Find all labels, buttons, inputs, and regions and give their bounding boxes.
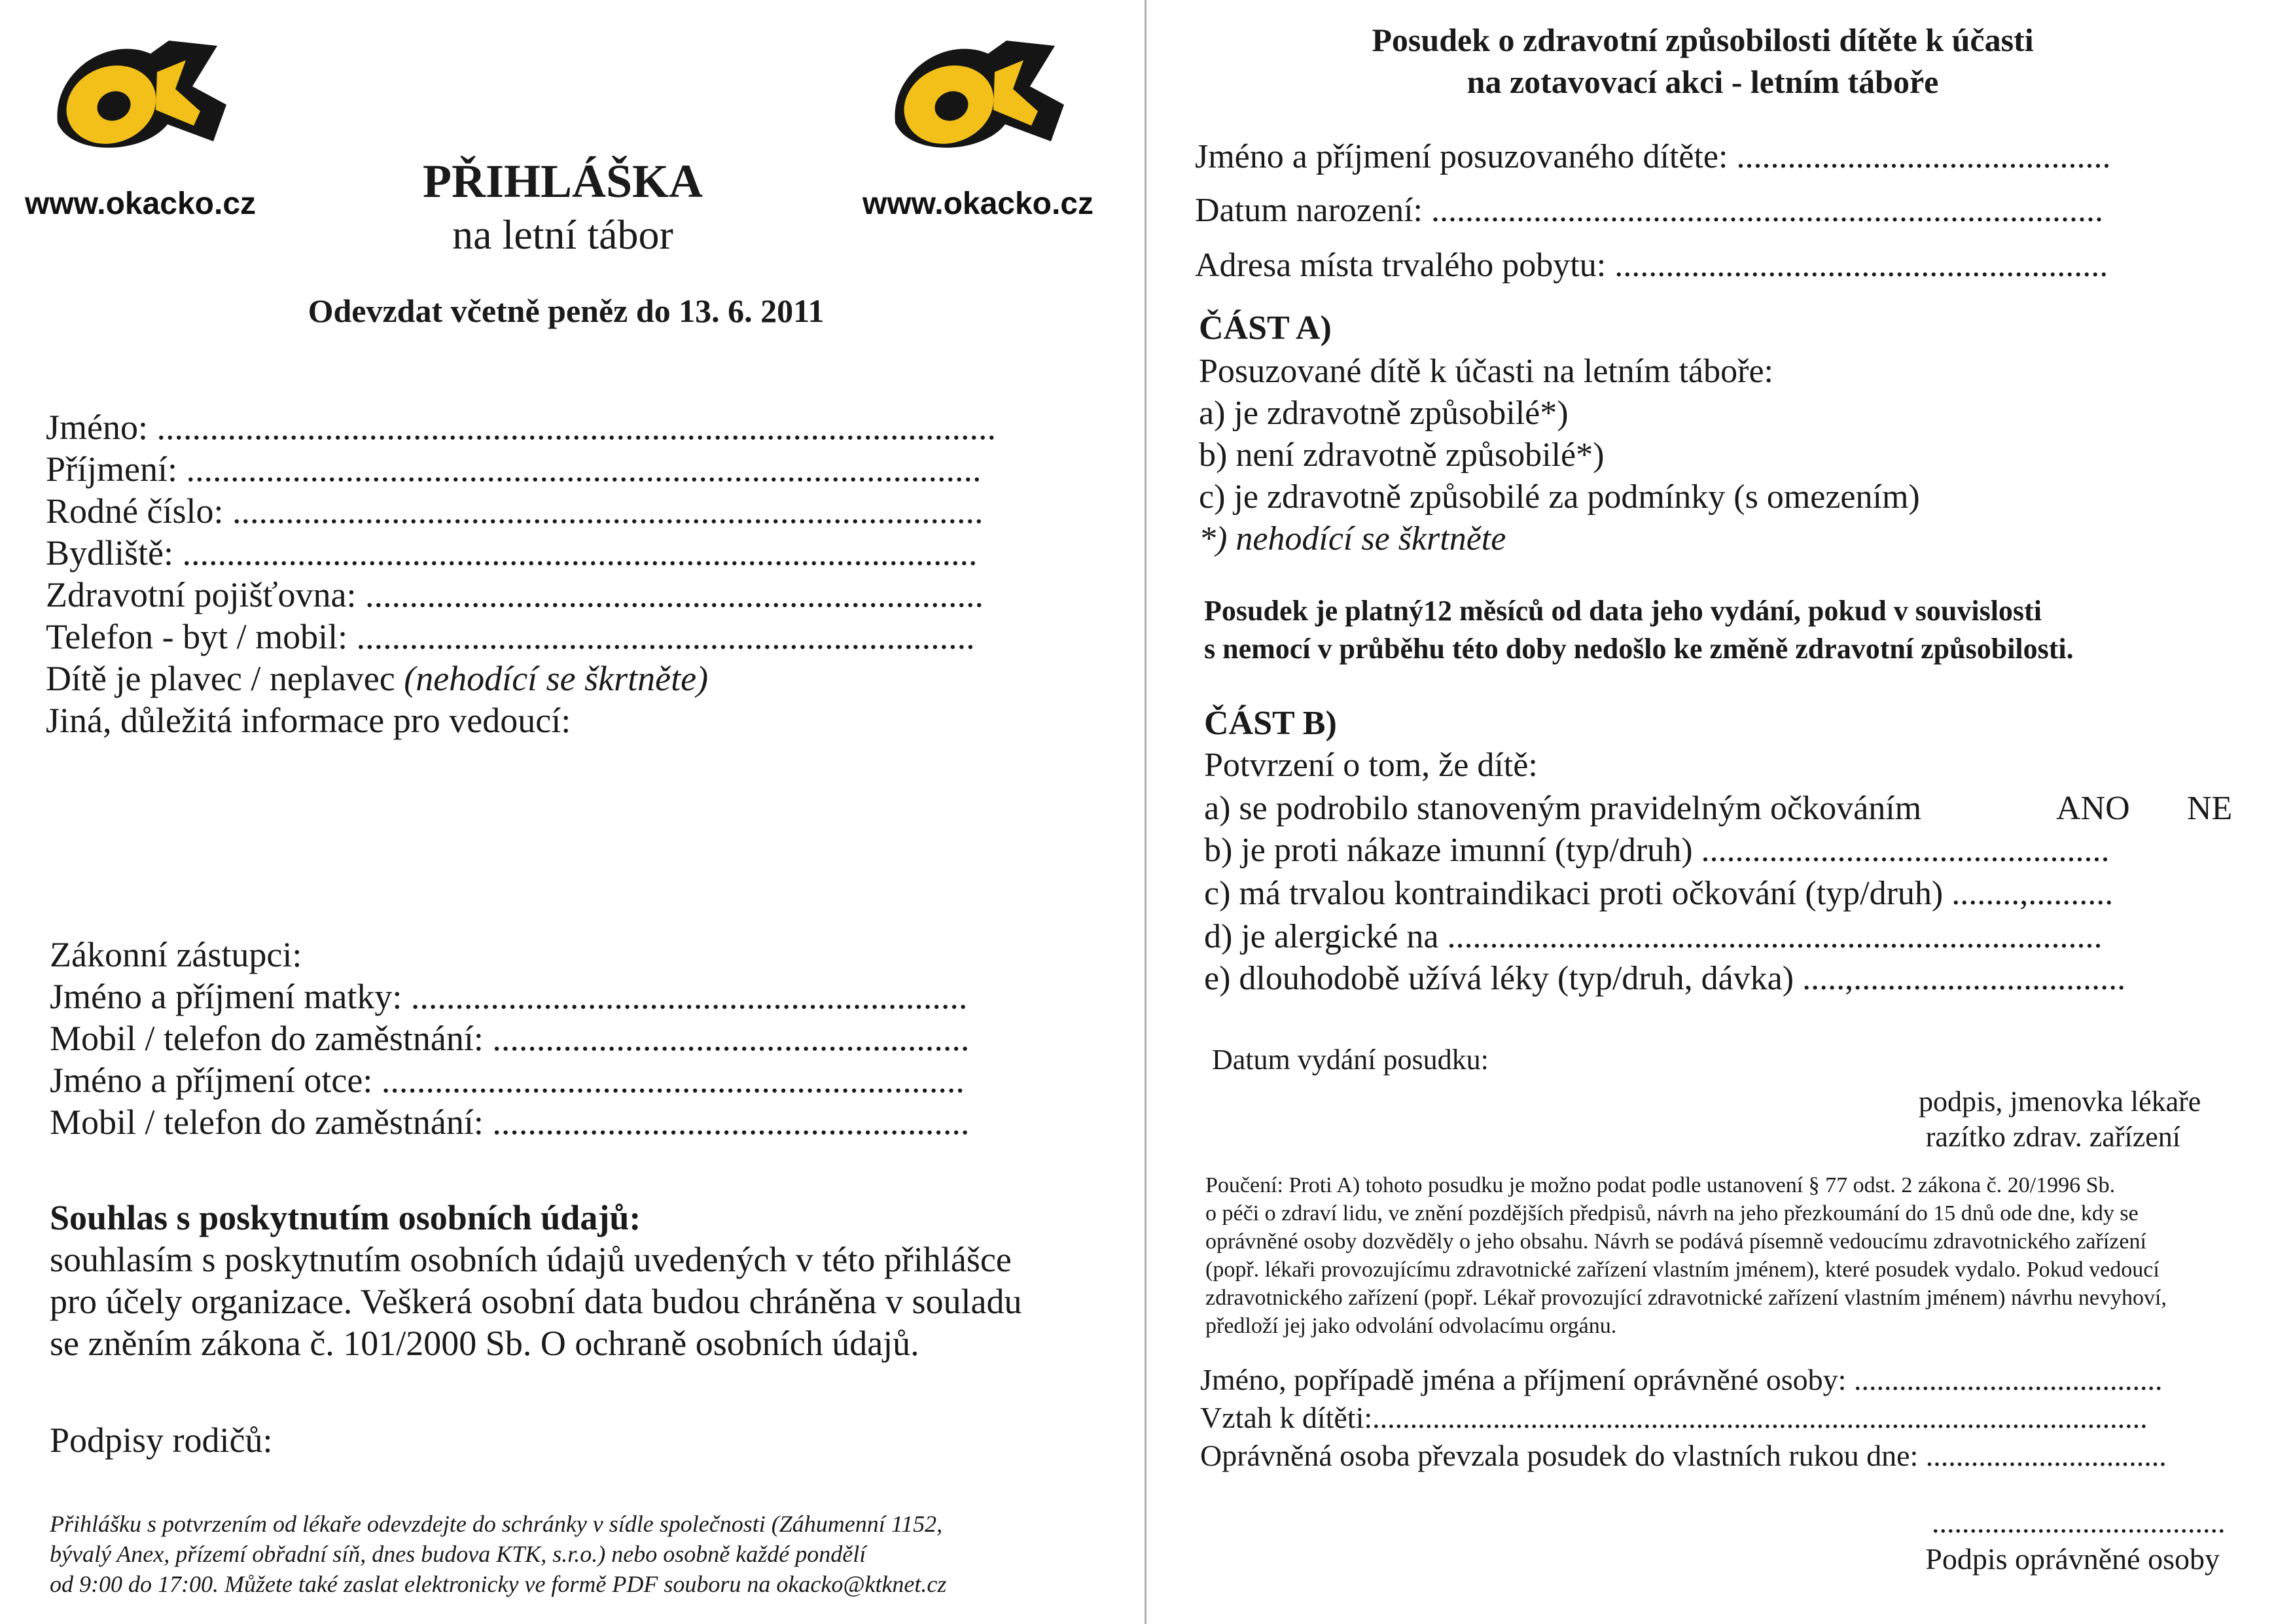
- footer-line: od 9:00 do 17:00. Můžete také zaslat elektronicky ve formě PDF souboru na okacko@ktknet.cz: [50, 1571, 947, 1597]
- part-b-immune[interactable]: b) je proti nákaze imunní (typ/druh) ................................................: [1204, 832, 2110, 869]
- part-b-medication[interactable]: e) dlouhodobě užívá léky (typ/druh, dávka) .....,................................: [1204, 960, 2126, 997]
- application-form-page: [0, 0, 1145, 1624]
- part-b-intro: Potvrzení o tom, že dítě:: [1204, 747, 1538, 784]
- field-swimmer[interactable]: [46, 658, 708, 699]
- field-mother-name[interactable]: Jméno a příjmení matky: ...............................................................: [50, 977, 968, 1016]
- consent-line: pro účely organizace. Veškerá osobní data budou chráněna v souladu: [50, 1282, 1022, 1321]
- other-info-label: Jiná, důležitá informace pro vedoucí:: [46, 701, 571, 740]
- field-phone[interactable]: Telefon - byt / mobil: ......................................................................: [46, 617, 975, 656]
- footer-line: bývalý Anex, přízemí obřadní síň, dnes budova KTK, s.r.o.) nebo osobně každé pondělí: [50, 1541, 866, 1567]
- signature-line[interactable]: .......................................: [1932, 1506, 2226, 1539]
- part-b-contraindication[interactable]: c) má trvalou kontraindikaci proti očkování (typ/druh) ........,..........: [1204, 875, 2114, 912]
- doctor-signature-label: podpis, jmenovka lékaře: [1919, 1086, 2201, 1118]
- consent-line: se zněním zákona č. 101/2000 Sb. O ochraně osobních údajů.: [50, 1324, 919, 1363]
- field-insurance[interactable]: Zdravotní pojišťovna: ......................................................................: [46, 575, 984, 614]
- website-url-left: www.okacko.cz: [25, 186, 257, 221]
- field-birth-number[interactable]: Rodné číslo: .....................................................................................: [46, 491, 984, 531]
- option-c[interactable]: c) je zdravotně způsobilé za podmínky (s omezením): [1199, 478, 1920, 516]
- form-title: PŘIHLÁŠKA: [422, 155, 703, 207]
- doctor-stamp-label: razítko zdrav. zařízení: [1925, 1121, 2180, 1153]
- issue-date-label: Datum vydání posudku:: [1212, 1044, 1489, 1076]
- consent-line: souhlasím s poskytnutím osobních údajů uvedených v této přihlášce: [50, 1240, 1012, 1279]
- field-residence[interactable]: Adresa místa trvalého pobytu: ..........................................................: [1195, 247, 2108, 284]
- field-name[interactable]: Jméno: ...............................................................................................: [46, 408, 996, 447]
- website-url-right: www.okacko.cz: [862, 186, 1094, 221]
- health-assessment-page: [1146, 0, 2293, 1624]
- field-authorized-person[interactable]: Jméno, popřípadě jména a příjmení oprávněné osoby: .........................................: [1200, 1363, 2163, 1396]
- field-child-name[interactable]: Jméno a příjmení posuzovaného dítěte: ............................................: [1195, 138, 2111, 175]
- deadline: Odevzdat včetně peněz do 13. 6. 2011: [308, 292, 825, 329]
- part-a-line: Posuzované dítě k účasti na letním táboře:: [1199, 353, 1773, 390]
- swimmer-note: (nehodící se škrtněte): [404, 659, 709, 698]
- guardians-heading: Zákonní zástupci:: [50, 935, 302, 974]
- notice-line: Poučení: Proti A) tohoto posudku je možno podat podle ustanovení § 77 odst. 2 zákona č. 20/1996 Sb.: [1205, 1173, 2116, 1197]
- option-a[interactable]: a) je zdravotně způsobilé*): [1199, 395, 1569, 432]
- part-b-heading: ČÁST B): [1204, 705, 1337, 742]
- consent-heading: Souhlas s poskytnutím osobních údajů:: [50, 1198, 641, 1237]
- notice-line: (popř. lékaři provozujícímu zdravotnické zařízení vlastním jménem), které posudek vydalo. Pokud vedoucí: [1205, 1258, 2160, 1282]
- authorized-signature-label: Podpis oprávněné osoby: [1925, 1542, 2220, 1576]
- notice-line: předloží jej jako odvolání odvolacímu orgánu.: [1205, 1314, 1617, 1338]
- field-birth-date[interactable]: Datum narození: ...............................................................................: [1195, 192, 2103, 229]
- form-subtitle: na letní tábor: [452, 211, 673, 258]
- part-a-heading: ČÁST A): [1199, 309, 1332, 347]
- validity-line: Posudek je platný12 měsíců od data jeho vydání, pokud v souvislosti: [1204, 595, 2042, 627]
- validity-line: s nemocí v průběhu této doby nedošlo ke změně zdravotní způsobilosti.: [1204, 633, 2074, 665]
- field-mother-phone[interactable]: Mobil / telefon do zaměstnání: ......................................................: [50, 1019, 970, 1058]
- part-b-vaccination: a) se podrobilo stanoveným pravidelným očkováním: [1204, 790, 1922, 827]
- swimmer-label: Dítě je plavec / neplavec: [46, 659, 404, 698]
- assessment-title-2: na zotavovací akci - letním táboře: [1466, 63, 1939, 100]
- answer-no[interactable]: NE: [2187, 790, 2233, 827]
- notice-line: o péči o zdraví lidu, ve znění pozdějších předpisů, návrh na jeho přezkoumání do 15 dnů ode dne, kdy se: [1205, 1201, 2139, 1226]
- assessment-title: Posudek o zdravotní způsobilosti dítěte k účasti: [1372, 22, 2034, 58]
- notice-line: zdravotnického zařízení (popř. Lékař provozující zdravotnické zařízení vlastním jménem) návrhu nevyhoví,: [1205, 1286, 2167, 1310]
- field-surname[interactable]: Příjmení: ..........................................................................................: [46, 450, 982, 489]
- field-relation[interactable]: Vztah k dítěti:.......................................................................................................: [1200, 1401, 2148, 1434]
- parents-signature-label: Podpisy rodičů:: [50, 1421, 273, 1460]
- answer-yes[interactable]: ANO: [2056, 790, 2130, 827]
- field-address[interactable]: Bydliště: ..........................................................................................: [46, 533, 978, 573]
- okacko-logo-right: [883, 26, 1093, 170]
- field-father-phone[interactable]: Mobil / telefon do zaměstnání: ......................................................: [50, 1103, 970, 1142]
- notice-line: oprávněné osoby dozvěděly o jeho obsahu. Návrh se podává písemně vedoucímu zdravotnického zařízení: [1205, 1229, 2146, 1254]
- field-father-name[interactable]: Jméno a příjmení otce: ..................................................................: [50, 1061, 965, 1100]
- footer-line: Přihlášku s potvrzením od lékaře odevzdejte do schránky v sídle společnosti (Záhumenní 1152,: [50, 1511, 943, 1537]
- field-handover-date[interactable]: Oprávněná osoba převzala posudek do vlastních rukou dne: ................................: [1200, 1439, 2167, 1472]
- part-b-allergy[interactable]: d) je alergické na .............................................................................: [1204, 918, 2103, 955]
- okacko-logo: [46, 26, 255, 170]
- part-a-note: *) nehodící se škrtněte: [1199, 520, 1506, 557]
- option-b[interactable]: b) není zdravotně způsobilé*): [1199, 436, 1605, 474]
